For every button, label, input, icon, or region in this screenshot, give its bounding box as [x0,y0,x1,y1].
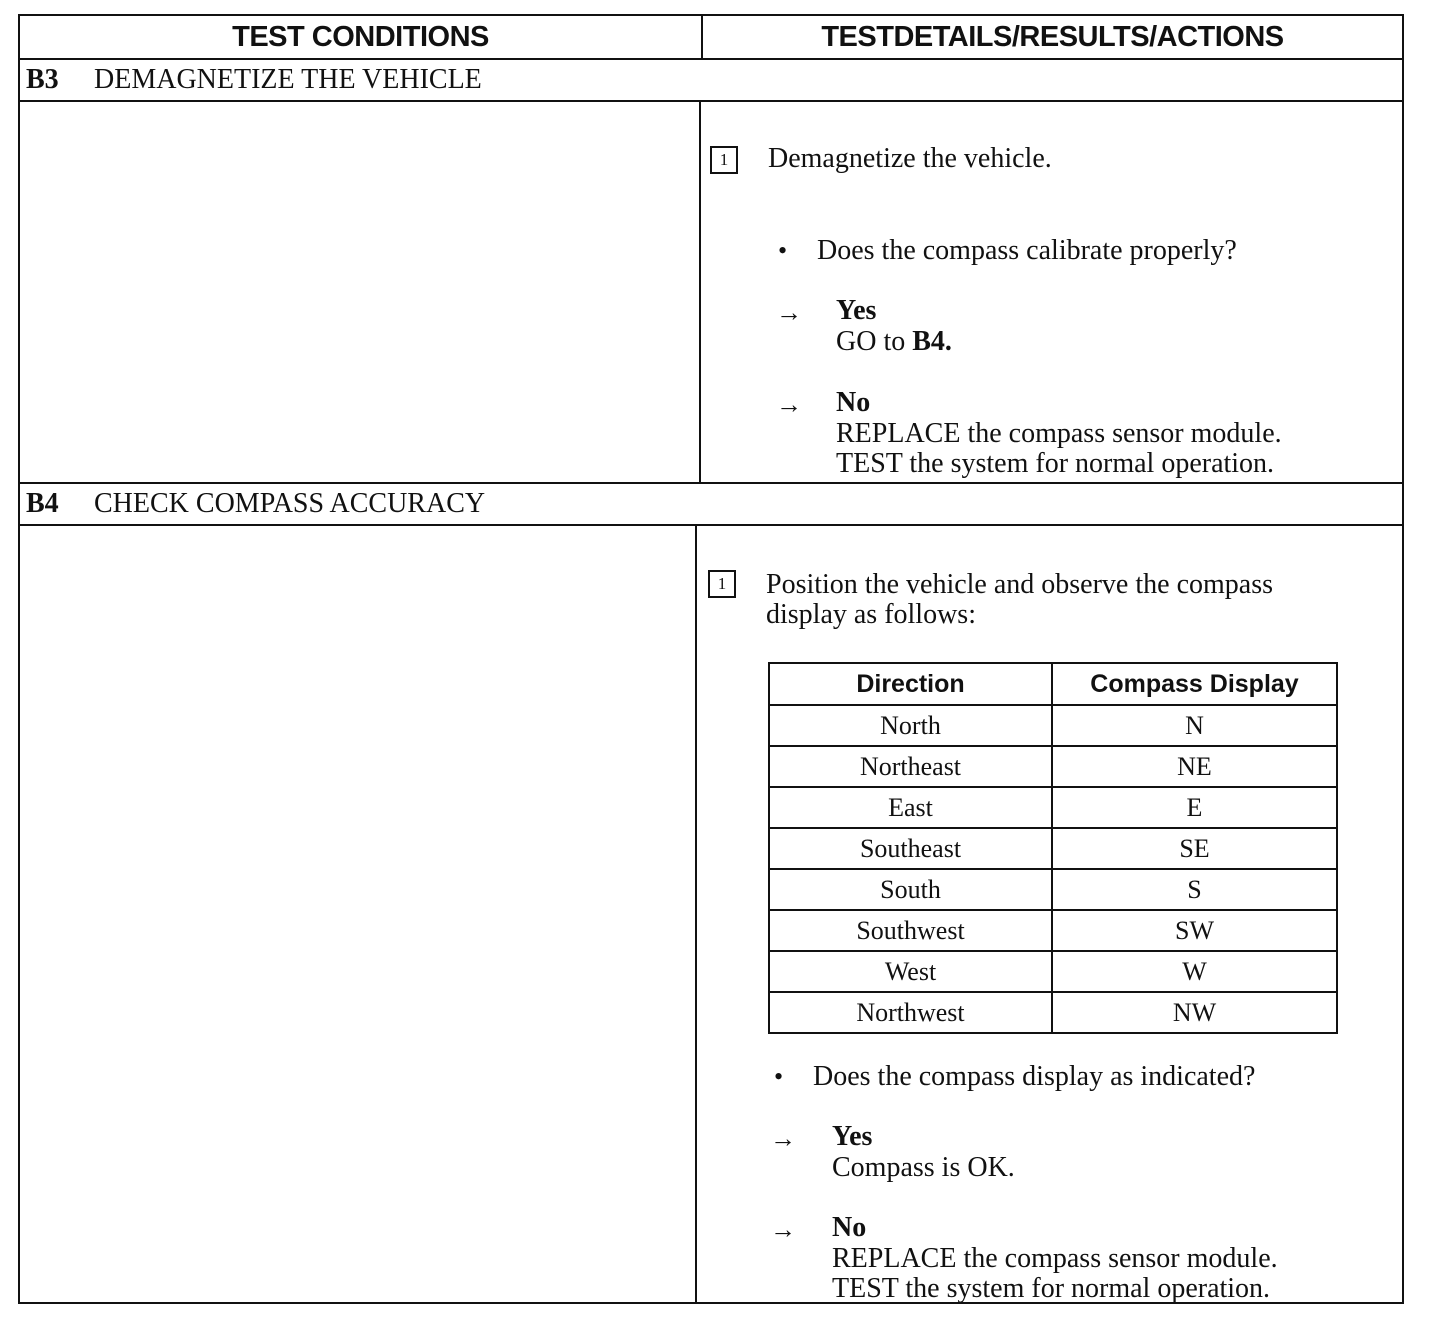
section-b3-title: DEMAGNETIZE THE VEHICLE [94,64,482,95]
bullet-icon: • [778,236,788,265]
direction-cell: Northwest [769,992,1052,1033]
b4-yes-action: Compass is OK. [832,1152,1015,1183]
b3-no-line1: REPLACE the compass sensor module. [836,418,1282,449]
section-b4-title: CHECK COMPASS ACCURACY [94,488,486,519]
display-cell: E [1052,787,1337,828]
b3-no-line2: TEST the system for normal operation. [836,448,1275,479]
display-cell: SW [1052,910,1337,951]
b4-no-label: No [832,1212,867,1243]
arrow-right-icon: → [776,298,802,327]
direction-cell: East [769,787,1052,828]
table-row [769,910,1337,951]
table-row [769,951,1337,992]
table-row [769,787,1337,828]
b4-yes-label: Yes [832,1121,873,1152]
column-divider-b4 [695,526,697,1304]
section-b4-header [20,484,1402,526]
display-cell: NW [1052,992,1337,1033]
arrow-right-icon: → [776,390,802,419]
compass-display-table [768,662,1338,1034]
direction-cell: Southwest [769,910,1052,951]
display-cell: SE [1052,828,1337,869]
bullet-icon: • [774,1062,784,1091]
b3-yes-label: Yes [836,295,877,326]
header-test-conditions: TEST CONDITIONS [20,16,703,60]
header-test-details: TESTDETAILS/RESULTS/ACTIONS [703,16,1402,60]
direction-cell: Southeast [769,828,1052,869]
section-b3-header [20,60,1402,102]
display-cell: NE [1052,746,1337,787]
arrow-right-icon: → [770,1124,796,1153]
display-cell: W [1052,951,1337,992]
display-cell: S [1052,869,1337,910]
table-header-row [769,663,1337,705]
b4-step-line2: display as follows: [766,599,976,630]
section-b3-id: B3 [26,64,59,95]
b3-yes-action [836,327,952,357]
b3-yes-action-target: B4. [912,326,952,357]
table-row [769,705,1337,746]
b3-question: Does the compass calibrate properly? [817,235,1237,266]
b4-no-line2: TEST the system for normal operation. [832,1273,1271,1304]
table-row [769,869,1337,910]
arrow-right-icon: → [770,1215,796,1244]
display-cell: N [1052,705,1337,746]
b4-question: Does the compass display as indicated? [813,1061,1256,1092]
table-row [769,992,1337,1033]
direction-cell: West [769,951,1052,992]
table-row [769,828,1337,869]
column-header-direction: Direction [769,663,1052,705]
b4-step-line1: Position the vehicle and observe the compass [766,569,1273,600]
b3-yes-action-prefix: GO to [836,326,906,357]
diagnostic-table [18,14,1404,1304]
column-divider-b3 [699,102,701,484]
direction-cell: South [769,869,1052,910]
b3-step-text: Demagnetize the vehicle. [768,143,1052,174]
b4-no-line1: REPLACE the compass sensor module. [832,1243,1278,1274]
table-row [769,746,1337,787]
step-number-box: 1 [708,570,736,598]
direction-cell: North [769,705,1052,746]
b3-no-label: No [836,387,871,418]
column-header-compass-display: Compass Display [1052,663,1337,705]
step-number-box: 1 [710,146,738,174]
direction-cell: Northeast [769,746,1052,787]
section-b4-id: B4 [26,488,59,519]
